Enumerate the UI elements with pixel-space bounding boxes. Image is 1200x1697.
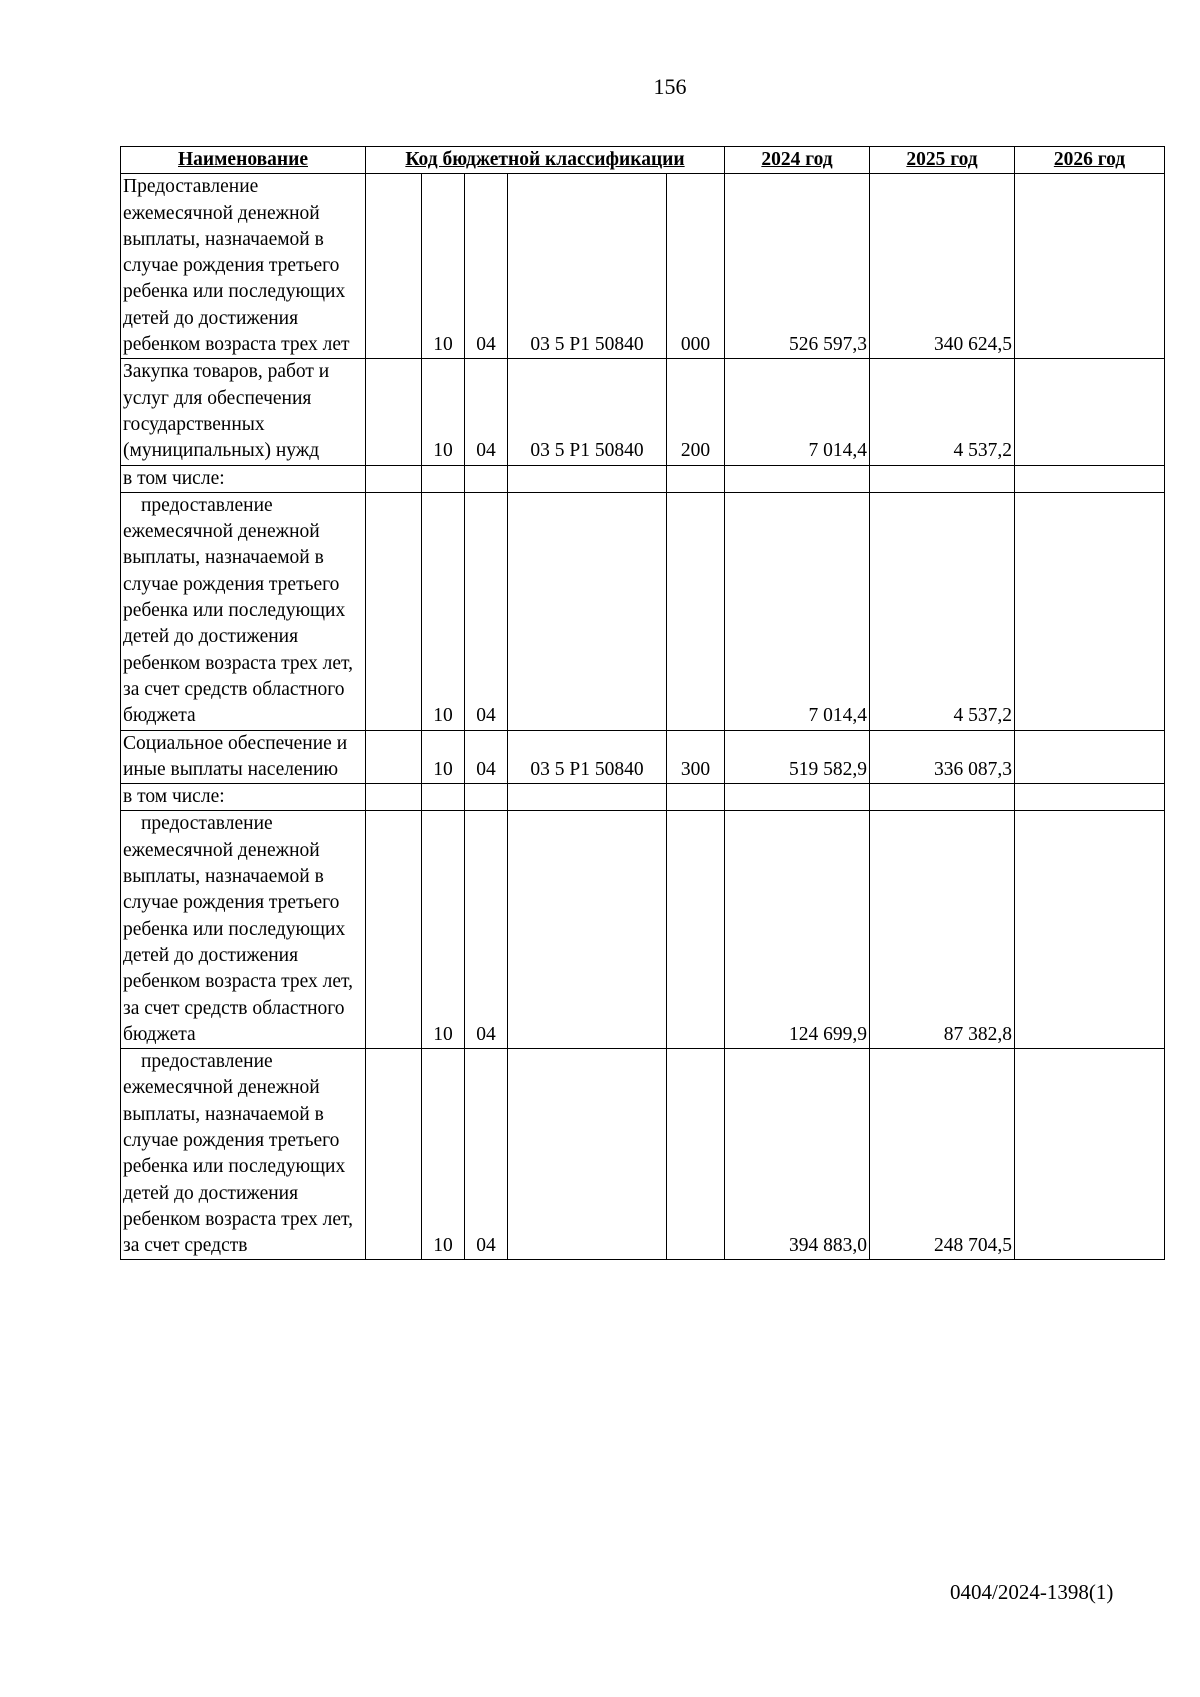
- section-code: 10: [422, 1049, 465, 1260]
- table-row: [121, 730, 1165, 784]
- code-col-empty: [366, 1049, 422, 1260]
- row-name: Социальное обеспечение и иные выплаты населению: [121, 730, 366, 784]
- section-code: [422, 784, 465, 811]
- amount-2026: [1015, 359, 1165, 465]
- expense-type-code: [667, 784, 725, 811]
- subsection-code: 04: [465, 730, 508, 784]
- expense-type-code: 300: [667, 730, 725, 784]
- amount-2025: [870, 465, 1015, 492]
- amount-2024: 7 014,4: [725, 492, 870, 730]
- target-article-code: [508, 784, 667, 811]
- subsection-code: 04: [465, 492, 508, 730]
- document-code: 0404/2024-1398(1): [950, 1580, 1114, 1604]
- section-code: 10: [422, 811, 465, 1049]
- amount-2026: [1015, 465, 1165, 492]
- amount-2025: 336 087,3: [870, 730, 1015, 784]
- amount-2024: 124 699,9: [725, 811, 870, 1049]
- expense-type-code: [667, 492, 725, 730]
- header-row: [121, 147, 1165, 174]
- table-row: [121, 811, 1165, 1049]
- row-name: Предоставление ежемесячной денежной выплаты, назначаемой в случае рождения третьего ребенка или последующих детей до достижения ребенком возраста трех лет: [121, 174, 366, 359]
- code-col-empty: [366, 174, 422, 359]
- target-article-code: [508, 492, 667, 730]
- code-col-empty: [366, 359, 422, 465]
- subsection-code: [465, 465, 508, 492]
- section-code: 10: [422, 730, 465, 784]
- header-code: Код бюджетной классификации: [366, 147, 725, 174]
- code-col-empty: [366, 492, 422, 730]
- amount-2024: 7 014,4: [725, 359, 870, 465]
- table-row: [121, 492, 1165, 730]
- header-2025: 2025 год: [870, 147, 1015, 174]
- amount-2024: [725, 465, 870, 492]
- subsection-code: 04: [465, 174, 508, 359]
- amount-2025: 87 382,8: [870, 811, 1015, 1049]
- row-name: предоставление ежемесячной денежной выплаты, назначаемой в случае рождения третьего ребенка или последующих детей до достижения ребенком возраста трех лет, за счет средств областного бюджета: [121, 492, 366, 730]
- row-name: предоставление ежемесячной денежной выплаты, назначаемой в случае рождения третьего ребенка или последующих детей до достижения ребенком возраста трех лет, за счет средств областного бюджета: [121, 811, 366, 1049]
- amount-2026: [1015, 784, 1165, 811]
- target-article-code: 03 5 Р1 50840: [508, 174, 667, 359]
- row-name: предоставление ежемесячной денежной выплаты, назначаемой в случае рождения третьего ребенка или последующих детей до достижения ребенком возраста трех лет, за счет средств: [121, 1049, 366, 1260]
- table-body: [121, 174, 1165, 1260]
- subsection-code: 04: [465, 359, 508, 465]
- amount-2025: 4 537,2: [870, 492, 1015, 730]
- amount-2024: 526 597,3: [725, 174, 870, 359]
- table-row: [121, 465, 1165, 492]
- subsection-code: 04: [465, 1049, 508, 1260]
- row-name: в том числе:: [121, 465, 366, 492]
- subsection-code: [465, 784, 508, 811]
- expense-type-code: [667, 465, 725, 492]
- amount-2025: [870, 784, 1015, 811]
- target-article-code: 03 5 Р1 50840: [508, 359, 667, 465]
- header-2024: 2024 год: [725, 147, 870, 174]
- target-article-code: 03 5 Р1 50840: [508, 730, 667, 784]
- target-article-code: [508, 1049, 667, 1260]
- row-name: в том числе:: [121, 784, 366, 811]
- expense-type-code: 200: [667, 359, 725, 465]
- amount-2024: 394 883,0: [725, 1049, 870, 1260]
- table-row: [121, 1049, 1165, 1260]
- target-article-code: [508, 811, 667, 1049]
- amount-2026: [1015, 1049, 1165, 1260]
- section-code: 10: [422, 174, 465, 359]
- code-col-empty: [366, 730, 422, 784]
- section-code: 10: [422, 359, 465, 465]
- expense-type-code: 000: [667, 174, 725, 359]
- amount-2026: [1015, 730, 1165, 784]
- header-2026: 2026 год: [1015, 147, 1165, 174]
- amount-2026: [1015, 174, 1165, 359]
- amount-2026: [1015, 492, 1165, 730]
- page-number: 156: [653, 74, 687, 99]
- code-col-empty: [366, 784, 422, 811]
- table-row: [121, 174, 1165, 359]
- amount-2025: 248 704,5: [870, 1049, 1015, 1260]
- budget-table: [120, 146, 1165, 1260]
- row-name: Закупка товаров, работ и услуг для обеспечения государственных (муниципальных) нужд: [121, 359, 366, 465]
- amount-2025: 4 537,2: [870, 359, 1015, 465]
- section-code: 10: [422, 492, 465, 730]
- amount-2026: [1015, 811, 1165, 1049]
- code-col-empty: [366, 465, 422, 492]
- header-name: Наименование: [121, 147, 366, 174]
- subsection-code: 04: [465, 811, 508, 1049]
- code-col-empty: [366, 811, 422, 1049]
- section-code: [422, 465, 465, 492]
- amount-2025: 340 624,5: [870, 174, 1015, 359]
- table-row: [121, 784, 1165, 811]
- expense-type-code: [667, 1049, 725, 1260]
- amount-2024: 519 582,9: [725, 730, 870, 784]
- target-article-code: [508, 465, 667, 492]
- expense-type-code: [667, 811, 725, 1049]
- table-row: [121, 359, 1165, 465]
- amount-2024: [725, 784, 870, 811]
